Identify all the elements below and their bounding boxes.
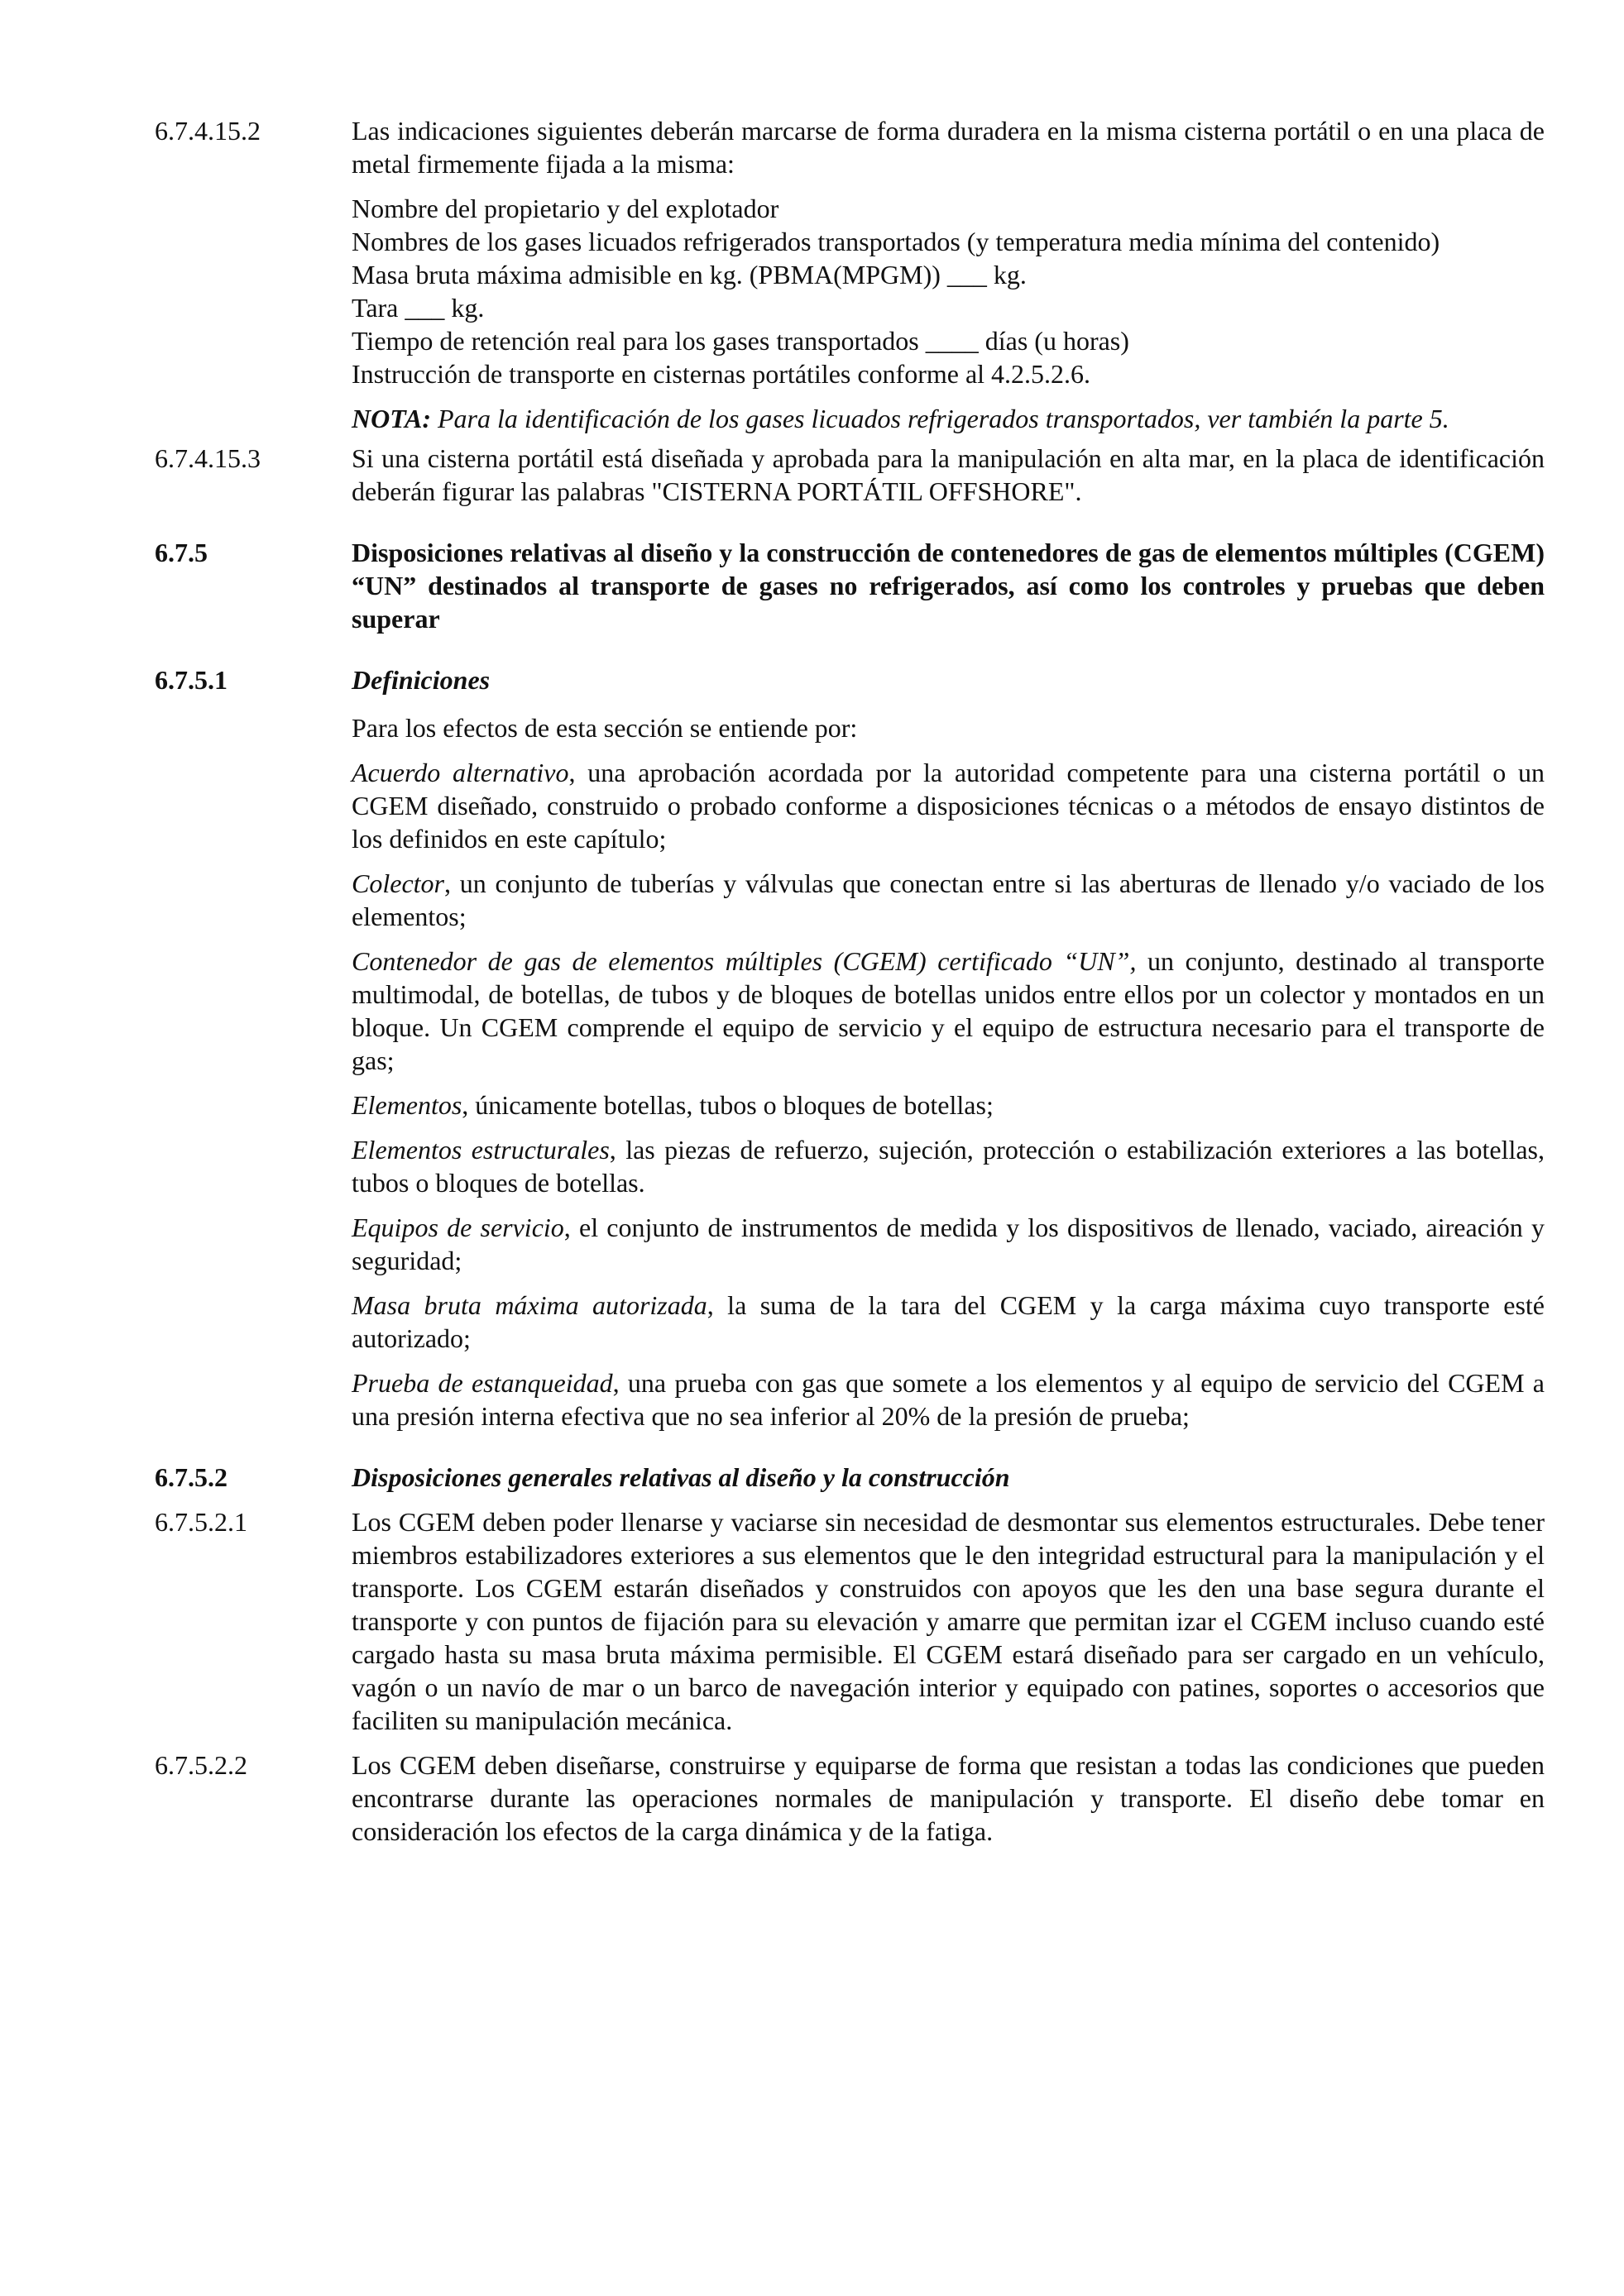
section-number: 6.7.5.2.1 [155,1507,247,1537]
section-heading: Disposiciones generales relativas al diseño y la construcción [352,1462,1010,1492]
marking-line: Tara ___ kg. [352,293,485,323]
marking-line: Nombre del propietario y del explotador [352,194,779,223]
definition-text: , una aprobación acordada por la autoridad competente para una cisterna portátil o un CGEM diseñado, construido o probado conforme a disposiciones técnicas o a métodos de ensayo distintos de los definidos en este capítulo; [352,758,1545,854]
definition-term: Contenedor de gas de elementos múltiples (CGEM) certificado “UN”, [352,946,1137,976]
section-number: 6.7.4.15.3 [155,443,261,473]
definition-term: Acuerdo alternativo [352,758,569,787]
document-page [155,114,1545,1848]
definition-term: Elementos [352,1090,462,1120]
definition-text: un conjunto, destinado al transporte multimodal, de botellas, de tubos y de bloques de botellas unidos entre ellos por un colector y montados en un bloque. Un CGEM comprende el equipo de servicio y el equipo de estructura necesario para el transporte de gas; [352,946,1545,1075]
paragraph: Si una cisterna portátil está diseñada y aprobada para la manipulación en alta mar, en la placa de identificación deberán figurar las palabras "CISTERNA PORTÁTIL OFFSHORE". [352,443,1545,506]
section-number: 6.7.5.1 [155,665,228,695]
section-6-7-4-15-2 [155,114,1545,435]
definitions-block [155,696,1545,1433]
definition [352,1366,1545,1433]
definition [352,756,1545,855]
definition [352,945,1545,1077]
section-6-7-5 [155,536,1545,635]
section-6-7-5-2-2 [155,1748,1545,1848]
definition-text: , un conjunto de tuberías y válvulas que conectan entre si las aberturas de llenado y/o vaciado de los elementos; [352,868,1545,931]
note-label: NOTA: [352,404,431,433]
definition [352,1133,1545,1199]
section-6-7-5-1 [155,663,1545,696]
marking-line: Tiempo de retención real para los gases transportados ____ días (u horas) [352,326,1129,356]
definition [352,867,1545,933]
definition-term: Masa bruta máxima autorizada [352,1290,707,1320]
definition-term: Elementos estructurales [352,1135,610,1165]
definition-term: Prueba de estanqueidad [352,1368,613,1398]
paragraph: Los CGEM deben diseñarse, construirse y equiparse de forma que resistan a todas las condiciones que pueden encontrarse durante las operaciones normales de manipulación y transporte. El diseño debe tomar en consideración los efectos de la carga dinámica y de la fatiga. [352,1750,1545,1846]
note [352,402,1545,435]
marking-line: Masa bruta máxima admisible en kg. (PBMA(MPGM)) ___ kg. [352,260,1027,289]
definition-term: Colector [352,868,444,898]
section-heading: Definiciones [352,665,491,695]
definition [352,1211,1545,1277]
definition-text: , una prueba con gas que somete a los elementos y al equipo de servicio del CGEM a una presión interna efectiva que no sea inferior al 20% de la presión de prueba; [352,1368,1545,1431]
paragraph: Para los efectos de esta sección se entiende por: [352,713,858,743]
definition [352,1289,1545,1355]
section-6-7-5-2 [155,1461,1545,1494]
section-number: 6.7.4.15.2 [155,116,261,146]
section-number: 6.7.5.2 [155,1462,228,1492]
section-6-7-5-2-1 [155,1505,1545,1737]
section-6-7-4-15-3 [155,442,1545,508]
section-body [352,114,1545,435]
definition [352,1088,1545,1122]
section-number: 6.7.5 [155,538,208,567]
paragraph: Los CGEM deben poder llenarse y vaciarse sin necesidad de desmontar sus elementos estructurales. Debe tener miembros estabilizadores exteriores a sus elementos que le den integridad estructural para la manipulación y el transporte. Los CGEM estarán diseñados y construidos con apoyos que les den una base segura durante el transporte y con puntos de fijación para su elevación y amarre que permitan izar el CGEM incluso cuando esté cargado hasta su masa bruta máxima permisible. El CGEM estará diseñado para ser cargado en un vehículo, vagón o un navío de mar o un barco de navegación interior y equipado con patines, soportes o accesorios que faciliten su manipulación mecánica. [352,1507,1545,1735]
definition-text: , la suma de la tara del CGEM y la carga máxima cuyo transporte esté autorizado; [352,1290,1545,1353]
marking-line: Instrucción de transporte en cisternas portátiles conforme al 4.2.5.2.6. [352,359,1091,389]
marking-list [352,192,1545,390]
section-number: 6.7.5.2.2 [155,1750,247,1780]
note-text: Para la identificación de los gases licuados refrigerados transportados, ver también la parte 5. [438,404,1449,433]
definition-text: , únicamente botellas, tubos o bloques de botellas; [462,1090,994,1120]
definition-text: , las piezas de refuerzo, sujeción, protección o estabilización exteriores a las botellas, tubos o bloques de botellas. [352,1135,1545,1198]
paragraph: Las indicaciones siguientes deberán marcarse de forma duradera en la misma cisterna portátil o en una placa de metal firmemente fijada a la misma: [352,116,1545,179]
definition-term: Equipos de servicio [352,1213,564,1242]
marking-line: Nombres de los gases licuados refrigerados transportados (y temperatura media mínima del contenido) [352,227,1440,256]
section-heading: Disposiciones relativas al diseño y la construcción de contenedores de gas de elementos múltiples (CGEM) “UN” destinados al transporte de gases no refrigerados, así como los controles y pruebas que deben superar [352,538,1545,634]
definition-text: , el conjunto de instrumentos de medida y los dispositivos de llenado, vaciado, aireación y seguridad; [352,1213,1545,1275]
